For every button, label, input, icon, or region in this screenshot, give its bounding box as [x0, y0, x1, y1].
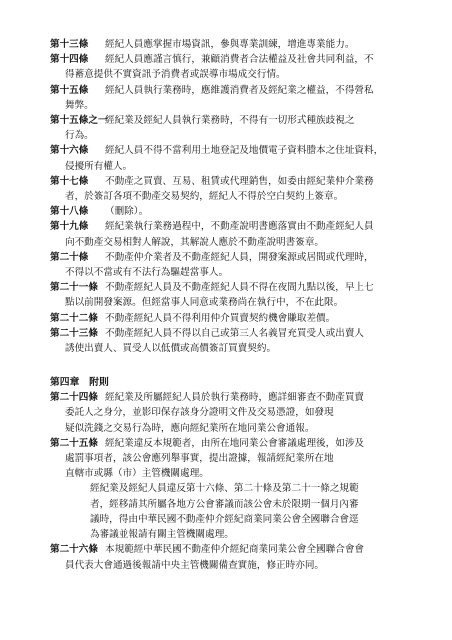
article — [50, 83, 420, 113]
article — [50, 250, 420, 280]
paragraph-line: 議時，得由中華民國不動產仲介經紀商業同業公會全國聯合會逕 — [90, 513, 359, 525]
article — [50, 436, 420, 482]
article-line: 侵擾所有權人。 — [65, 160, 133, 172]
paragraph-line: 者，經移請其所屬各地方公會審議而該公會未於限期一個月內審 — [90, 498, 359, 510]
article — [50, 280, 420, 310]
paragraph-line: 為審議並報請有關主管機關處理。 — [90, 529, 234, 541]
article-line: 向不動產交易相對人解說，其解說人應於不動產說明書簽章。 — [65, 236, 325, 248]
document-page — [50, 37, 420, 573]
article-line: 經紀業及經紀人員執行業務時，不得有一切形式種族歧視之 — [105, 115, 355, 127]
article-line: 處罰事項者，該公會應列舉事實，提出證據，報請經紀業所在地 — [65, 453, 334, 465]
article — [50, 390, 420, 436]
article-body — [105, 37, 420, 52]
paragraph-line: 經紀業及經紀人員違反第十六條、第二十條及第二十一條之規範 — [90, 483, 359, 495]
article-number: 第二十一條 — [50, 282, 98, 294]
article-line: 疑似洗錢之交易行為時，應向經紀業所在地同業公會通報。 — [65, 422, 315, 434]
article — [50, 113, 420, 143]
article-line: 經紀人員不得不當利用土地登記及地價電子資料謄本之住址資料， — [105, 145, 384, 157]
article — [50, 174, 420, 204]
articles-section-before — [50, 37, 420, 356]
article-line: 本規範經中華民國不動產仲介經紀商業同業公會全國聯合會會 — [105, 544, 365, 556]
article-line: 不動產經紀人員不得利用仲介買賣契約機會賺取差價。 — [105, 312, 336, 324]
article-line: 經紀業違反本規範者，由所在地同業公會審議處理後，如涉及 — [105, 437, 365, 449]
article-number: 第十八條 — [50, 206, 89, 218]
article-line: 經紀業執行業務過程中，不動產說明書應落實由不動產經紀人員 — [105, 221, 374, 233]
article-line: 不動產經紀人員及不動產經紀人員不得在夜間九點以後，早上七 — [105, 282, 374, 294]
article-26 — [50, 542, 420, 572]
article-number: 第十七條 — [50, 175, 89, 187]
article-number: 第二十六條 — [50, 544, 98, 556]
article-number: 第十四條 — [50, 54, 89, 66]
article-number: 第二十五條 — [50, 437, 98, 449]
article — [50, 143, 420, 173]
article-number: 第二十二條 — [50, 312, 98, 324]
article-line: 得蓄意提供不實資訊予消費者或誤導市場成交行情。 — [65, 69, 286, 81]
article-line: 直轄市或縣（市）主管機關處理。 — [65, 468, 209, 480]
article — [50, 52, 420, 82]
article-number: 第十三條 — [50, 39, 89, 50]
article — [50, 37, 420, 52]
article-body — [105, 311, 420, 326]
article-body — [105, 204, 420, 219]
article-number: 第十九條 — [50, 221, 89, 233]
article-line: 經紀業及所屬經紀人員於執行業務時，應詳細審查不動產買賣 — [105, 392, 365, 404]
article-line: 不動產之買賣、互易、租賃或代理銷售，如委由經紀業仲介業務 — [105, 175, 374, 187]
article-line: 經紀人員應謹言慎行，兼顧消費者合法權益及社會共同利益，不 — [105, 54, 374, 66]
article-line: 者，於簽訂各項不動產交易契約，經紀人不得於空白契約上簽章。 — [65, 191, 344, 203]
article-line: 委託人之身分，並影印保存該身分證明文件及交易憑證，如發現 — [65, 407, 334, 419]
article-number: 第十五條 — [50, 84, 89, 96]
article — [50, 311, 420, 326]
article-line: 點以前開發案源。但經當事人同意或業務尚在執行中，不在此限。 — [65, 297, 344, 309]
chapter-heading: 第四章 附則 — [50, 377, 109, 389]
article — [50, 326, 420, 356]
article-line: 舞弊。 — [65, 99, 94, 111]
article-number: 第二十三條 — [50, 327, 98, 339]
article — [50, 204, 420, 219]
article-line: 員代表大會通過後報請中央主管機關備查實施，修正時亦同。 — [65, 559, 325, 571]
article-line: 不動產仲介業者及不動產經紀人員，開發案源或居間或代理時， — [105, 251, 374, 263]
article-number: 第十五條之一 — [50, 115, 108, 127]
article-line: （刪除）。 — [105, 206, 149, 218]
article-line: 經紀人員執行業務時，應維護消費者及經紀業之權益，不得營私 — [105, 84, 374, 96]
article-line: 誘使出賣人、買受人以低價或高價簽訂買賣契約。 — [65, 343, 277, 355]
articles-section-after — [50, 390, 420, 481]
article-25-paragraph-2 — [50, 481, 420, 542]
article-line: 不得以不當或有不法行為驅趕當事人。 — [65, 267, 229, 279]
article-number: 第十六條 — [50, 145, 89, 157]
article — [50, 219, 420, 249]
article-line: 不動產經紀人員不得以自己或第三人名義冒充買受人或出賣人 — [105, 327, 365, 339]
article-number: 第二十四條 — [50, 392, 98, 404]
article-number: 第二十條 — [50, 251, 89, 263]
article-line: 行為。 — [65, 130, 94, 142]
article-line: 經紀人員應掌握市場資訊，參與專業訓練，增進專業能力。 — [105, 39, 355, 50]
